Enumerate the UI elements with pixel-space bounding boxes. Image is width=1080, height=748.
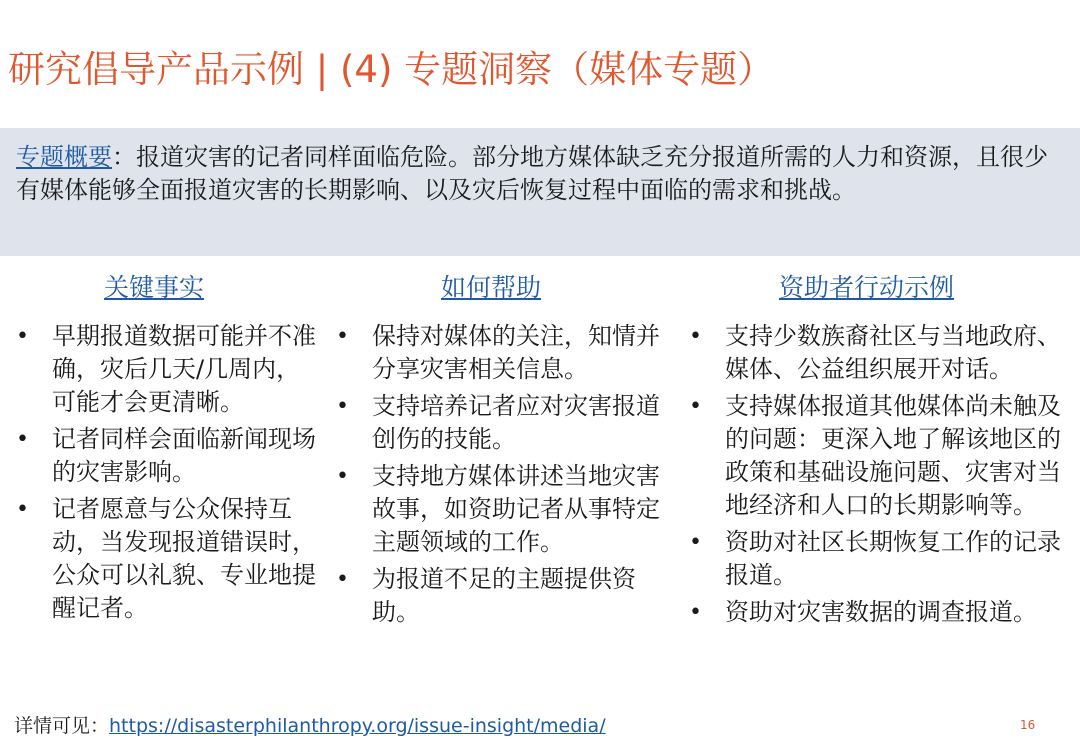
summary-label: 专题概要 (16, 143, 112, 171)
bullet: • (336, 324, 349, 349)
list-item (336, 563, 670, 629)
list-item-text: 支持培养记者应对灾害报道创伤的技能。 (372, 392, 660, 453)
list-item (336, 460, 670, 559)
list-item (336, 390, 670, 456)
list-item (16, 493, 316, 625)
bullet: • (689, 324, 702, 349)
footer-link[interactable]: https://disasterphilanthropy.org/issue-insight/media/ (109, 715, 606, 737)
list-funder-actions (689, 320, 1073, 633)
list-item-text: 资助对社区长期恢复工作的记录报道。 (725, 528, 1061, 589)
list-item-text: 支持地方媒体讲述当地灾害故事，如资助记者从事特定主题领域的工作。 (372, 462, 660, 556)
bullet: • (689, 530, 702, 555)
list-item-text: 资助对灾害数据的调查报道。 (725, 598, 1037, 626)
list-item-text: 支持媒体报道其他媒体尚未触及的问题：更深入地了解该地区的政策和基础设施问题、灾害对当地经济和人口的长期影响等。 (725, 392, 1061, 519)
bullet: • (336, 567, 349, 592)
page-number: 16 (1020, 718, 1036, 732)
list-item-text: 记者同样会面临新闻现场的灾害影响。 (52, 425, 316, 486)
list-item-text: 记者愿意与公众保持互动，当发现报道错误时，公众可以礼貌、专业地提醒记者。 (52, 495, 316, 622)
bullet: • (336, 394, 349, 419)
heading-funder-actions: 资助者行动示例 (779, 273, 955, 302)
list-how-to-help (336, 320, 670, 633)
list-item-text: 早期报道数据可能并不准确，灾后几天/几周内，可能才会更清晰。 (52, 322, 316, 416)
bullet: • (16, 497, 29, 522)
list-item (689, 596, 1073, 629)
bullet: • (336, 464, 349, 489)
heading-how-to-help: 如何帮助 (441, 273, 542, 302)
list-item (336, 320, 670, 386)
list-item-text: 为报道不足的主题提供资助。 (372, 565, 636, 626)
summary-body: ：报道灾害的记者同样面临危险。部分地方媒体缺乏充分报道所需的人力和资源，且很少有媒体能够全面报道灾害的长期影响、以及灾后恢复过程中面临的需求和挑战。 (16, 143, 1048, 204)
list-item-text: 支持少数族裔社区与当地政府、媒体、公益组织展开对话。 (725, 322, 1061, 383)
list-item-text: 保持对媒体的关注，知情并分享灾害相关信息。 (372, 322, 660, 383)
footer-label: 详情可见： (14, 715, 110, 737)
footer (14, 713, 606, 739)
list-item (16, 423, 316, 489)
page-title: 研究倡导产品示例 | (4) 专题洞察（媒体专题） (8, 48, 775, 91)
summary-text (16, 141, 1068, 207)
bullet: • (689, 394, 702, 419)
list-key-facts (16, 320, 316, 629)
list-item (689, 526, 1073, 592)
heading-key-facts: 关键事实 (104, 273, 205, 302)
bullet: • (689, 600, 702, 625)
list-item (689, 320, 1073, 386)
list-item (689, 390, 1073, 522)
bullet: • (16, 324, 29, 349)
bullet: • (16, 427, 29, 452)
list-item (16, 320, 316, 419)
